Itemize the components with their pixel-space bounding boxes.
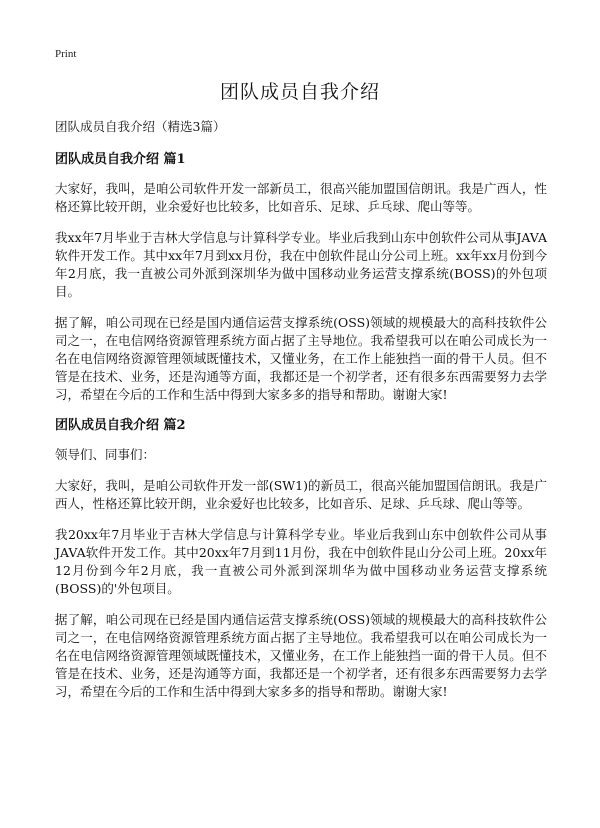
paragraph: 据了解，咱公司现在已经是国内通信运营支撑系统(OSS)领域的规模最大的高科技软件公司之一，在电信网络资源管理系统方面占据了主导地位。我希望我可以在咱公司成长为一名在电信网络资源管理领域既懂技术，又懂业务，在工作上能独挡一面的骨干人员。但不管是在技术、业务，还是沟通等方面，我都还是一个初学者，还有很多东西需要努力去学习，希望在今后的工作和生活中得到大家多多的指导和帮助。谢谢大家! <box>55 315 547 402</box>
paragraph: 据了解，咱公司现在已经是国内通信运营支撑系统(OSS)领域的规模最大的高科技软件公司之一，在电信网络资源管理系统方面占据了主导地位。我希望我可以在咱公司成长为一名在电信网络资源管理领域既懂技术，又懂业务，在工作上能独挡一面的骨干人员。但不管是在技术、业务，还是沟通等方面，我都还是一个初学者，还有很多东西需要努力去学习，希望在今后的工作和生活中得到大家多多的指导和帮助。谢谢大家! <box>55 612 547 699</box>
section-heading: 团队成员自我介绍 篇2 <box>55 418 186 433</box>
page-title: 团队成员自我介绍 <box>219 81 380 103</box>
paragraph: 领导们、同事们： <box>55 447 156 462</box>
document-body <box>55 119 547 714</box>
paragraph: 大家好，我叫，是咱公司软件开发一部新员工，很高兴能加盟国信朗讯。我是广西人，性格还算比较开朗，业余爱好也比较多，比如音乐、足球、乒乓球、爬山等等。 <box>55 181 547 214</box>
paragraph: 我xx年7月毕业于吉林大学信息与计算科学专业。毕业后我到山东中创软件公司从事JAVA软件开发工作。其中xx年7月到xx月份，我在中创软件昆山分公司上班。xx年xx月份到今年2月底，我一直被公司外派到深圳华为做中国移动业务运营支撑系统(BOSS)的外包项目。 <box>55 230 547 299</box>
section-2 <box>55 417 547 701</box>
section-1 <box>55 151 547 404</box>
paragraph: 大家好，我叫，是咱公司软件开发一部(SW1)的新员工，很高兴能加盟国信朗讯。我是广西人，性格还算比较开朗，业余爱好也比较多，比如音乐、足球、乒乓球、爬山等等。 <box>55 478 547 511</box>
section-heading: 团队成员自我介绍 篇1 <box>55 152 186 167</box>
document-subtitle: 团队成员自我介绍（精选3篇） <box>55 119 226 134</box>
paragraph: 我20xx年7月毕业于吉林大学信息与计算科学专业。毕业后我到山东中创软件公司从事JAVA软件开发工作。其中20xx年7月到11月份，我在中创软件昆山分公司上班。20xx年12月份到今年2月底，我一直被公司外派到深圳华为做中国移动业务运营支撑系统(BOSS)的'外包项目。 <box>55 527 547 596</box>
print-link[interactable]: Print <box>55 48 77 60</box>
